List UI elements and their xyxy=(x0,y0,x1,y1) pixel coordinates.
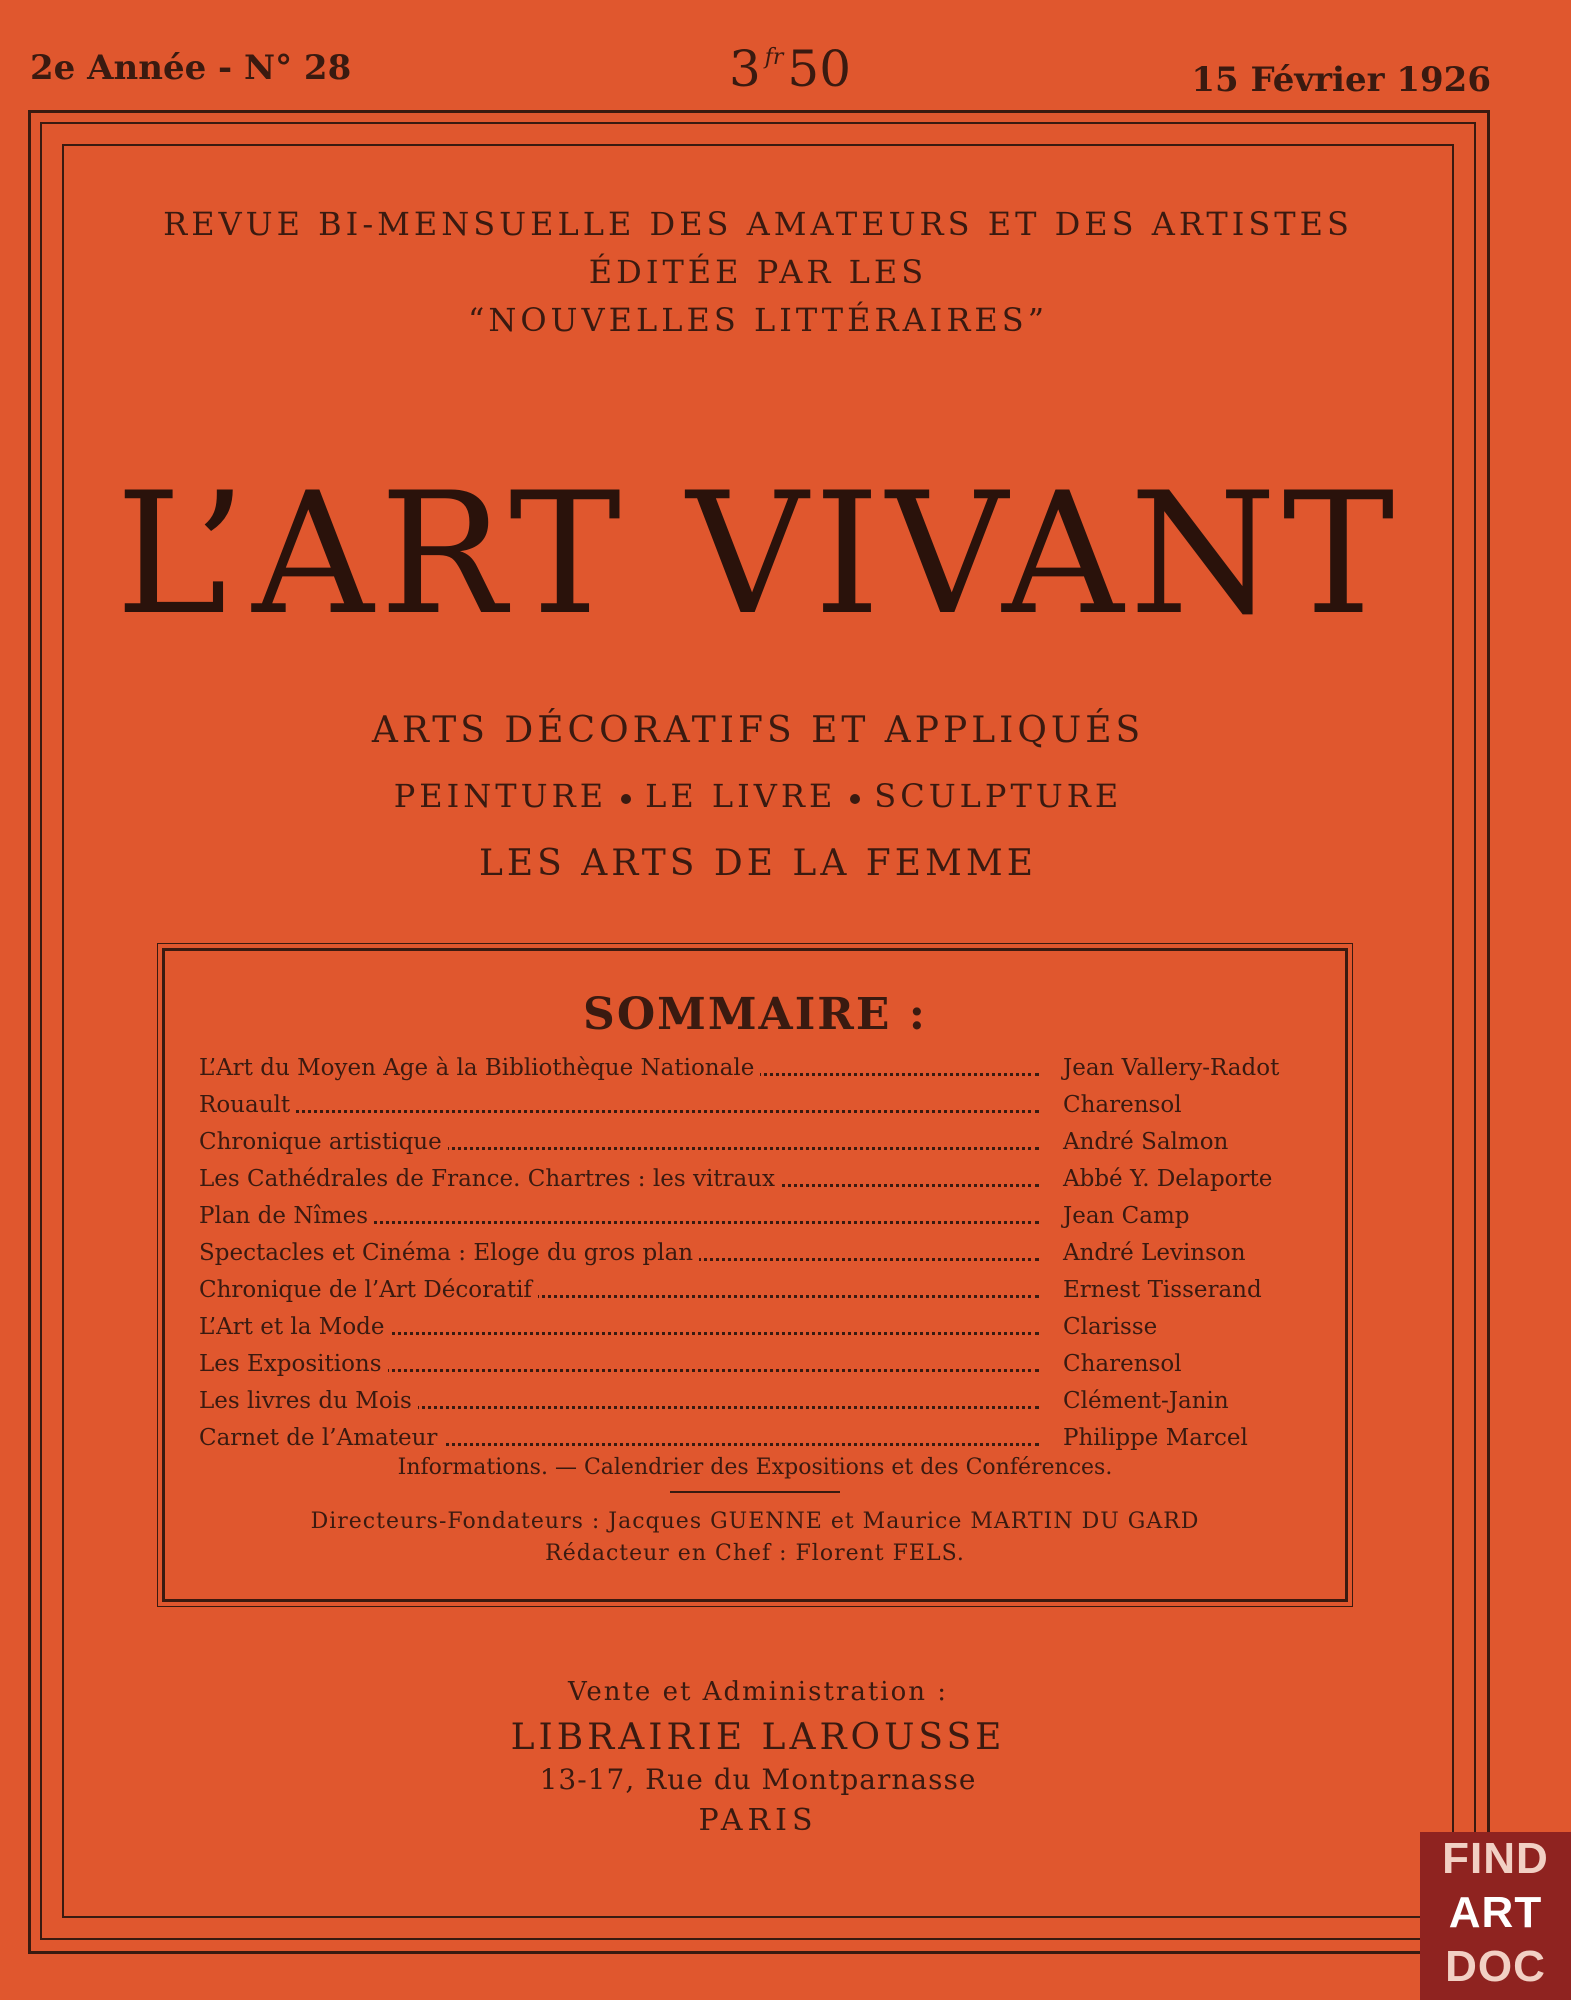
toc-entry-author: Jean Camp xyxy=(1063,1203,1190,1229)
toc-entry-title: Chronique artistique xyxy=(199,1129,448,1155)
toc-entry xyxy=(199,1347,1319,1384)
toc-entry-title: Les Cathédrales de France. Chartres : les vitraux xyxy=(199,1166,781,1192)
issue-number: 2e Année - N° 28 xyxy=(30,48,352,88)
toc-entry-author: Clément-Janin xyxy=(1063,1388,1229,1414)
price-unit: fr xyxy=(764,45,784,70)
toc-entry-title: Plan de Nîmes xyxy=(199,1203,374,1229)
toc-entry-author: André Salmon xyxy=(1063,1129,1229,1155)
toc-entry xyxy=(199,1384,1319,1421)
publisher-name: LIBRAIRIE LAROUSSE xyxy=(510,1717,1006,1758)
toc-entry-title: L’Art et la Mode xyxy=(199,1314,391,1340)
informations-line: Informations. — Calendrier des Expositions et des Conférences. xyxy=(397,1455,1113,1480)
watermark-line: FIND xyxy=(1442,1834,1549,1883)
subject-line-2 xyxy=(62,777,1454,815)
toc-entry-author: Jean Vallery-Radot xyxy=(1063,1055,1280,1081)
toc-entry xyxy=(199,1051,1319,1088)
toc-entry-title: Chronique de l’Art Décoratif xyxy=(199,1277,538,1303)
toc-entry-author: Philippe Marcel xyxy=(1063,1425,1248,1451)
price-whole: 3 xyxy=(728,40,761,98)
dot-leader xyxy=(199,1110,1039,1113)
toc-entry-title: Rouault xyxy=(199,1092,296,1118)
toc-entry-author: Ernest Tisserand xyxy=(1063,1277,1262,1303)
toc-entry-title: Carnet de l’Amateur xyxy=(199,1425,443,1451)
issue-date: 15 Février 1926 xyxy=(1191,60,1491,100)
tagline-line-1: REVUE BI-MENSUELLE DES AMATEURS ET DES ARTISTES xyxy=(163,205,1353,243)
toc-entry xyxy=(199,1236,1319,1273)
toc-entry-title: Les livres du Mois xyxy=(199,1388,418,1414)
toc-entry-title: Les Expositions xyxy=(199,1351,388,1377)
sommaire-box xyxy=(162,948,1348,1602)
price xyxy=(690,40,890,98)
publisher-city: PARIS xyxy=(698,1803,818,1838)
bullet-icon xyxy=(621,794,631,804)
toc-entry-title: L’Art du Moyen Age à la Bibliothèque Nationale xyxy=(199,1055,760,1081)
findartdoc-watermark xyxy=(1420,1832,1571,2000)
toc-entry-author: Clarisse xyxy=(1063,1314,1158,1340)
toc-entry xyxy=(199,1125,1319,1162)
toc-entry-title: Spectacles et Cinéma : Eloge du gros plan xyxy=(199,1240,699,1266)
magazine-title: L’ART VIVANT xyxy=(115,456,1401,652)
directeurs-line: Directeurs-Fondateurs : Jacques GUENNE et Maurice MARTIN DU GARD xyxy=(310,1509,1200,1534)
watermark-line: DOC xyxy=(1445,1942,1546,1991)
price-cents: 50 xyxy=(787,40,852,98)
redacteur-line: Rédacteur en Chef : Florent FELS. xyxy=(545,1541,965,1566)
cover-top-line xyxy=(30,40,1491,100)
subject-painting: PEINTURE xyxy=(393,777,608,815)
tagline-line-3: “NOUVELLES LITTÉRAIRES” xyxy=(467,301,1049,339)
subject-line-1: ARTS DÉCORATIFS ET APPLIQUÉS xyxy=(371,710,1145,751)
sommaire-heading: SOMMAIRE : xyxy=(583,989,927,1040)
toc-entry xyxy=(199,1088,1319,1125)
toc-entry-author: André Levinson xyxy=(1063,1240,1246,1266)
toc-entry xyxy=(199,1310,1319,1347)
watermark-line: ART xyxy=(1448,1888,1543,1937)
sales-label: Vente et Administration : xyxy=(567,1677,949,1707)
toc-entry xyxy=(199,1421,1319,1458)
publisher-address: 13-17, Rue du Montparnasse xyxy=(539,1763,977,1796)
subject-book: LE LIVRE xyxy=(645,777,837,815)
toc-entry xyxy=(199,1162,1319,1199)
toc-entry-author: Charensol xyxy=(1063,1092,1182,1118)
bullet-icon xyxy=(850,794,860,804)
table-of-contents xyxy=(199,1051,1319,1458)
toc-entry-author: Charensol xyxy=(1063,1351,1182,1377)
tagline-line-2: ÉDITÉE PAR LES xyxy=(588,253,928,291)
subject-sculpture: SCULPTURE xyxy=(874,777,1123,815)
divider xyxy=(670,1491,840,1493)
toc-entry-author: Abbé Y. Delaporte xyxy=(1063,1166,1273,1192)
toc-entry xyxy=(199,1273,1319,1310)
subject-line-3: LES ARTS DE LA FEMME xyxy=(478,843,1038,884)
toc-entry xyxy=(199,1199,1319,1236)
